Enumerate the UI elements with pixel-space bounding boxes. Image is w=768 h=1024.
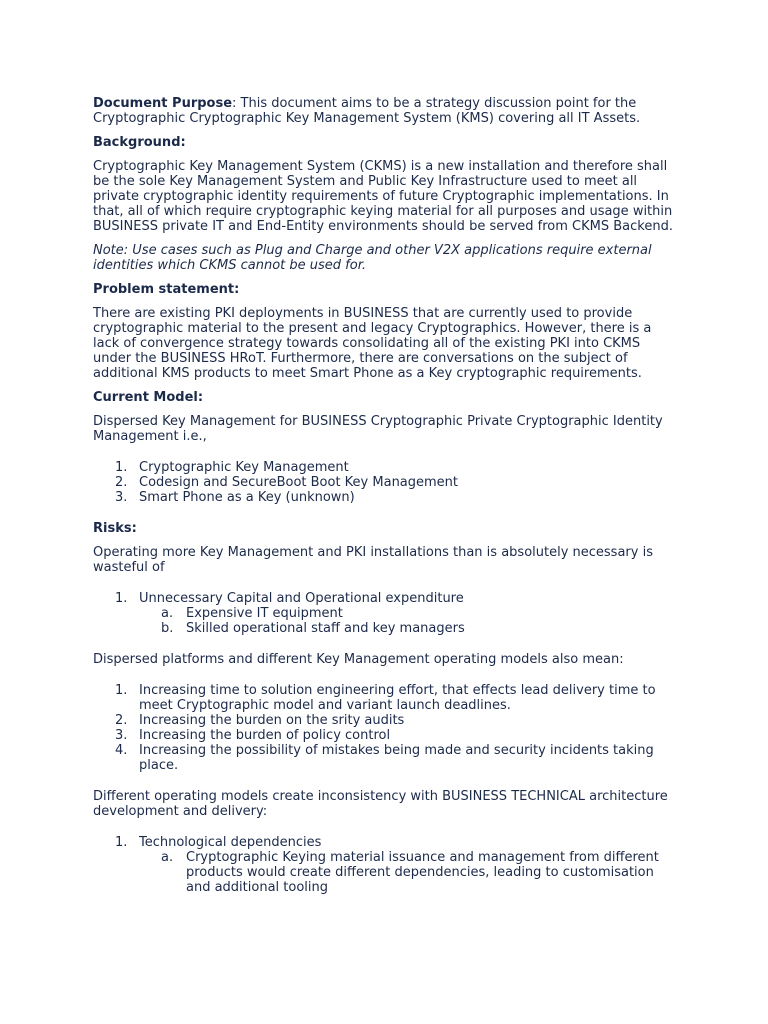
different-list (93, 835, 673, 895)
risks-list (93, 591, 673, 636)
current-model-list (93, 460, 673, 505)
risks-text: Operating more Key Management and PKI installations than is absolutely necessary is wasteful of (93, 545, 653, 575)
list-item: 1. Technological dependencies a. Cryptographic Keying material issuance and management from different products would create different dependencies, leading to customisation and additional tooling (93, 835, 673, 895)
dispersed-text: Dispersed platforms and different Key Management operating models also mean: (93, 652, 624, 667)
list-item: 4. Increasing the possibility of mistakes being made and security incidents taking place. (115, 743, 654, 773)
different-text: Different operating models create inconsistency with BUSINESS TECHNICAL architecture development and delivery: (93, 789, 668, 819)
list-item: 2. Increasing the burden on the srity audits (115, 713, 405, 728)
list-item: 3. Increasing the burden of policy control (115, 728, 391, 743)
current-model-text: Dispersed Key Management for BUSINESS Cryptographic Private Cryptographic Identity Management i.e., (93, 414, 663, 444)
list-item: a. Expensive IT equipment (161, 606, 343, 621)
background-text: Cryptographic Key Management System (CKMS) is a new installation and therefore shall be the sole Key Management System and Public Key Infrastructure used to meet all private cryptographic identity requirements of future Cryptographic implementations. In that, all of which require cryptographic keying material for all purposes and usage within BUSINESS private IT and End-Entity environments should be served from CKMS Backend. (93, 159, 673, 234)
purpose-text: : This document aims to be a strategy discussion point for the Cryptographic Cryptographic Key Management System (KMS) covering all IT Assets. (93, 96, 641, 126)
problem-heading: Problem statement: (93, 282, 240, 297)
list-item: 2. Codesign and SecureBoot Boot Key Management (115, 475, 459, 490)
risks-sublist (139, 606, 673, 636)
list-item: 1. Cryptographic Key Management (115, 460, 349, 475)
list-item: 1. Unnecessary Capital and Operational expenditure a. Expensive IT equipment b. Skilled operational staff and key managers (93, 591, 673, 636)
different-sublist (139, 850, 673, 895)
risks-heading: Risks: (93, 521, 137, 536)
purpose-paragraph (93, 96, 673, 126)
list-item: 3. Smart Phone as a Key (unknown) (115, 490, 355, 505)
current-model-heading: Current Model: (93, 390, 204, 405)
purpose-label: Document Purpose (93, 96, 233, 111)
list-item: a. Cryptographic Keying material issuance and management from different products would create different dependencies, leading to customisation and additional tooling (161, 850, 659, 895)
background-note: Note: Use cases such as Plug and Charge and other V2X applications require external identities which CKMS cannot be used for. (93, 243, 652, 273)
dispersed-list (93, 683, 673, 773)
list-item: 1. Increasing time to solution engineering effort, that effects lead delivery time to meet Cryptographic model and variant launch deadlines. (115, 683, 656, 713)
problem-text: There are existing PKI deployments in BUSINESS that are currently used to provide cryptographic material to the present and legacy Cryptographics. However, there is a lack of convergence strategy towards consolidating all of the existing PKI into CKMS under the BUSINESS HRoT. Furthermore, there are conversations on the subject of additional KMS products to meet Smart Phone as a Key cryptographic requirements. (93, 306, 652, 381)
list-item: b. Skilled operational staff and key managers (161, 621, 465, 636)
document-page (93, 96, 673, 911)
background-heading: Background: (93, 135, 186, 150)
